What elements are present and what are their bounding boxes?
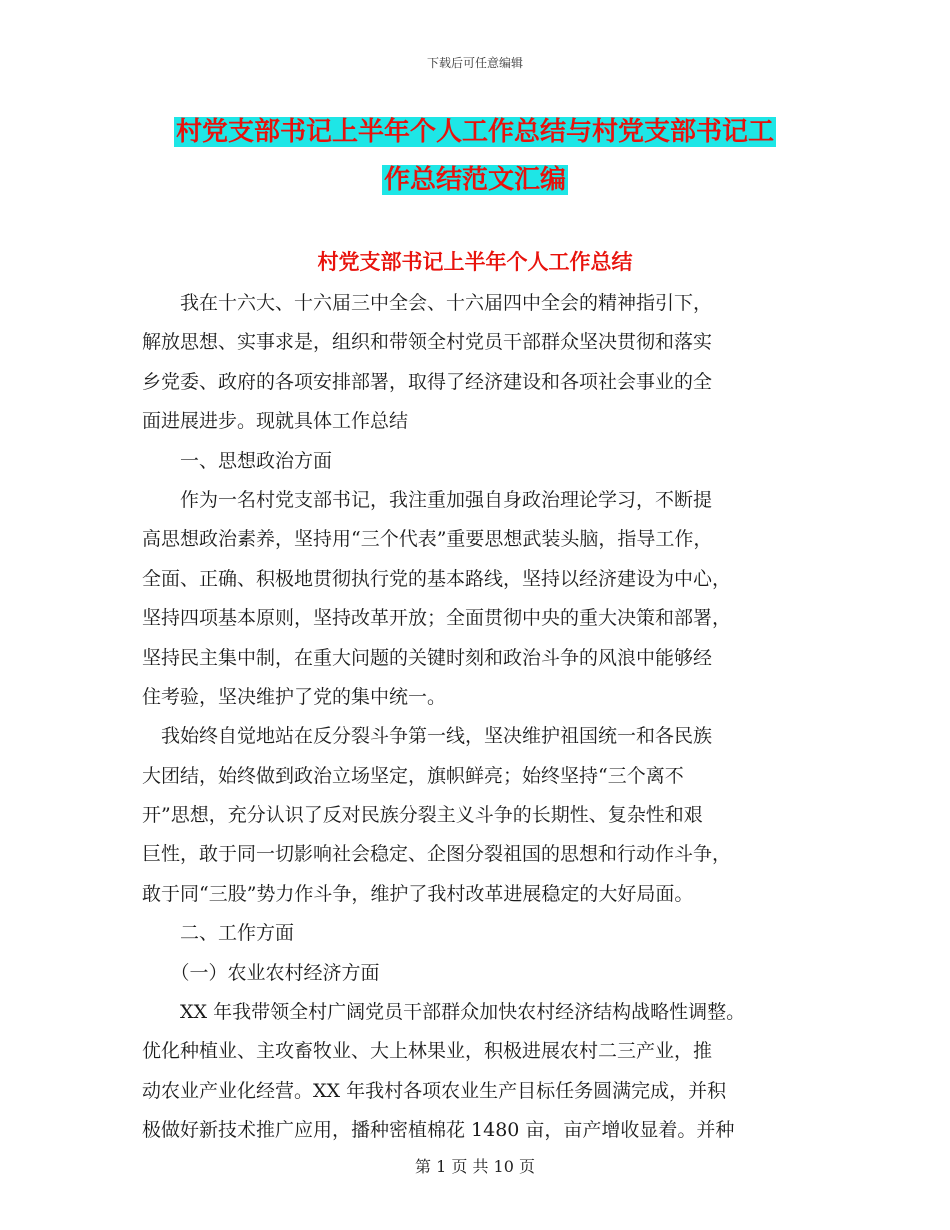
text-line: 坚持民主集中制，在重大问题的关键时刻和政治斗争的风浪中能够经 — [142, 646, 713, 669]
text-line: 作为一名村党支部书记，我注重加强自身政治理论学习，不断提 — [142, 488, 713, 511]
text-line: 高思想政治素养，坚持用“三个代表”重要思想武装头脑，指导工作， — [142, 528, 713, 551]
header-note: 下载后可任意编辑 — [426, 56, 523, 70]
section-title: 村党支部书记上半年个人工作总结 — [317, 250, 633, 274]
text-line: 一、思想政治方面 — [142, 449, 333, 472]
document-title — [0, 108, 950, 204]
page-footer: 第 1 页 共 10 页 — [415, 1157, 535, 1176]
title-line-1: 村党支部书记上半年个人工作总结与村党支部书记工 — [175, 117, 774, 147]
body-text — [142, 284, 822, 1151]
text-line: 二、工作方面 — [142, 922, 295, 945]
text-line: 敢于同“三股”势力作斗争，维护了我村改革进展稳定的大好局面。 — [142, 882, 694, 905]
text-line: XX 年我带领全村广阔党员干部群众加快农村经济结构战略性调整。 — [142, 1001, 746, 1024]
text-line: 坚持四项基本原则，坚持改革开放；全面贯彻中央的重大决策和部署， — [142, 607, 732, 630]
text-line: 解放思想、实事求是，组织和带领全村党员干部群众坚决贯彻和落实 — [142, 331, 713, 354]
title-line-2: 作总结范文汇编 — [383, 165, 566, 195]
text-line: 开”思想，充分认识了反对民族分裂主义斗争的长期性、复杂性和艰 — [142, 804, 703, 827]
text-line: 我在十六大、十六届三中全会、十六届四中全会的精神指引下， — [142, 292, 713, 314]
text-line: 极做好新技术推广应用，播种密植棉花 1480 亩，亩产增收显着。并种 — [142, 1119, 735, 1142]
text-line: 巨性，敢于同一切影响社会稳定、企图分裂祖国的思想和行动作斗争， — [142, 843, 732, 866]
text-line: 面进展进步。现就具体工作总结 — [142, 410, 409, 433]
text-line: 我始终自觉地站在反分裂斗争第一线，坚决维护祖国统一和各民族 — [142, 725, 713, 748]
text-line: 优化种植业、主攻畜牧业、大上林果业，积极进展农村二三产业，推 — [142, 1040, 713, 1063]
text-line: （一）农业农村经济方面 — [142, 961, 380, 984]
text-line: 乡党委、政府的各项安排部署，取得了经济建设和各项社会事业的全 — [142, 370, 713, 393]
text-line: 动农业产业化经营。XX 年我村各项农业生产目标任务圆满完成，并积 — [142, 1079, 727, 1102]
text-line: 全面、正确、积极地贯彻执行党的基本路线，坚持以经济建设为中心， — [142, 567, 732, 590]
text-line: 住考验，坚决维护了党的集中统一。 — [142, 685, 447, 708]
text-line: 大团结，始终做到政治立场坚定，旗帜鲜亮；始终坚持“三个离不 — [142, 764, 684, 787]
